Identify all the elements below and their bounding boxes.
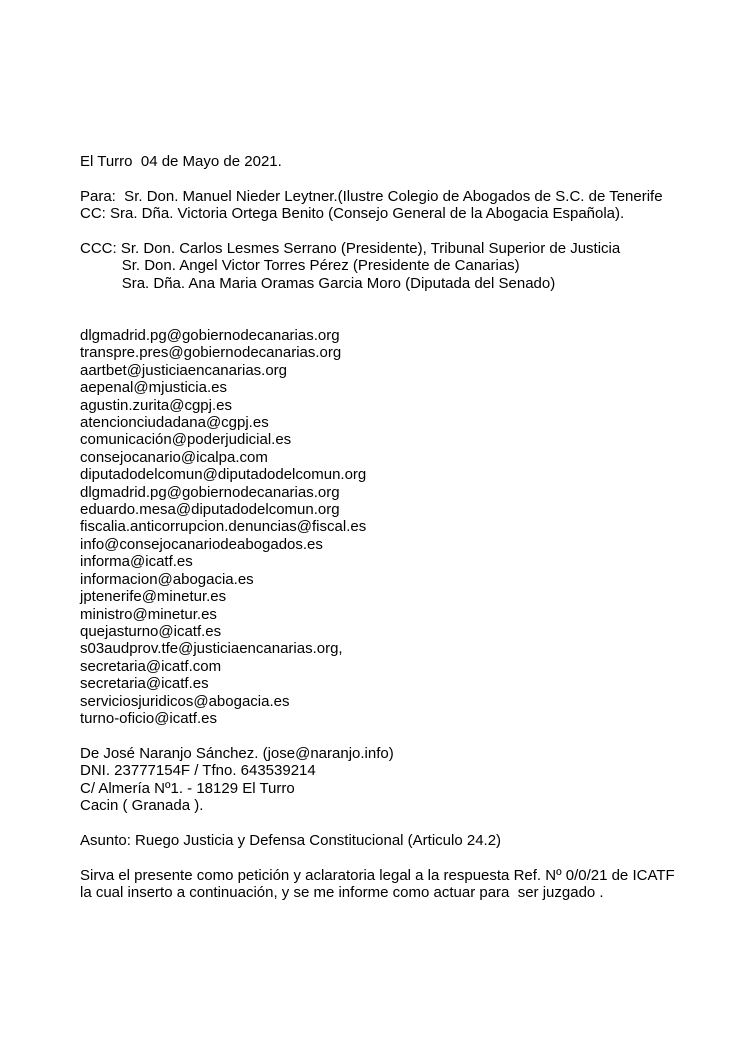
letter-document (80, 153, 728, 901)
ccc-recipient-line: Sra. Dña. Ana Maria Oramas Garcia Moro (Diputada del Senado) (80, 274, 556, 292)
sender-info-line: Cacin ( Granada ). (80, 796, 204, 814)
email-address: serviciosjuridicos@abogacia.es (80, 692, 290, 710)
email-address: dlgmadrid.pg@gobiernodecanarias.org (80, 483, 340, 501)
body-text-line: la cual inserto a continuación, y se me informe como actuar para ser juzgado . (80, 883, 604, 901)
email-address: info@consejocanariodeabogados.es (80, 535, 323, 553)
body-paragraph (80, 867, 728, 902)
email-address: transpre.pres@gobiernodecanarias.org (80, 344, 342, 362)
sender-info-line: De José Naranjo Sánchez. (jose@naranjo.info) (80, 744, 394, 762)
email-address: secretaria@icatf.es (80, 675, 209, 693)
ccc-recipient-line: CCC: Sr. Don. Carlos Lesmes Serrano (Presidente), Tribunal Superior de Justicia (80, 240, 621, 257)
email-address: consejocanario@icalpa.com (80, 448, 268, 466)
ccc-recipient-line: Sr. Don. Angel Victor Torres Pérez (Presidente de Canarias) (80, 257, 520, 275)
email-address: turno-oficio@icatf.es (80, 709, 217, 727)
email-address: ministro@minetur.es (80, 605, 217, 623)
email-recipient-list (80, 327, 728, 727)
body-text-line: Sirva el presente como petición y aclaratoria legal a la respuesta Ref. Nº 0/0/21 de ICATF (80, 866, 675, 884)
sender-info-line: C/ Almería Nº1. - 18129 El Turro (80, 779, 295, 797)
email-address: aepenal@mjusticia.es (80, 379, 227, 397)
email-address: agustin.zurita@cgpj.es (80, 396, 232, 414)
email-address: atencionciudadana@cgpj.es (80, 414, 269, 432)
cc-recipient-line: CC: Sra. Dña. Victoria Ortega Benito (Consejo General de la Abogacia Española). (80, 205, 625, 223)
email-address: informa@icatf.es (80, 553, 193, 571)
email-address: quejasturno@icatf.es (80, 622, 222, 640)
email-address: secretaria@icatf.com (80, 657, 222, 675)
ccc-recipients-block (80, 240, 728, 292)
email-address: informacion@abogacia.es (80, 570, 254, 588)
email-address: dlgmadrid.pg@gobiernodecanarias.org (80, 327, 340, 345)
email-address: eduardo.mesa@diputadodelcomun.org (80, 501, 340, 519)
date-line: El Turro 04 de Mayo de 2021. (80, 153, 282, 170)
subject-line: Asunto: Ruego Justicia y Defensa Constitucional (Articulo 24.2) (80, 831, 502, 849)
sender-info-line: DNI. 23777154F / Tfno. 643539214 (80, 762, 316, 780)
email-address: fiscalia.anticorrupcion.denuncias@fiscal.es (80, 518, 367, 536)
recipients-block (80, 188, 728, 223)
para-recipient-line: Para: Sr. Don. Manuel Nieder Leytner.(Ilustre Colegio de Abogados de S.C. de Tenerife (80, 187, 663, 205)
email-address: aartbet@justiciaencanarias.org (80, 361, 288, 379)
email-address: comunicación@poderjudicial.es (80, 431, 292, 449)
email-address: diputadodelcomun@diputadodelcomun.org (80, 466, 367, 484)
email-address: s03audprov.tfe@justiciaencanarias.org, (80, 640, 343, 658)
sender-block (80, 745, 728, 815)
email-address: jptenerife@minetur.es (80, 588, 227, 606)
